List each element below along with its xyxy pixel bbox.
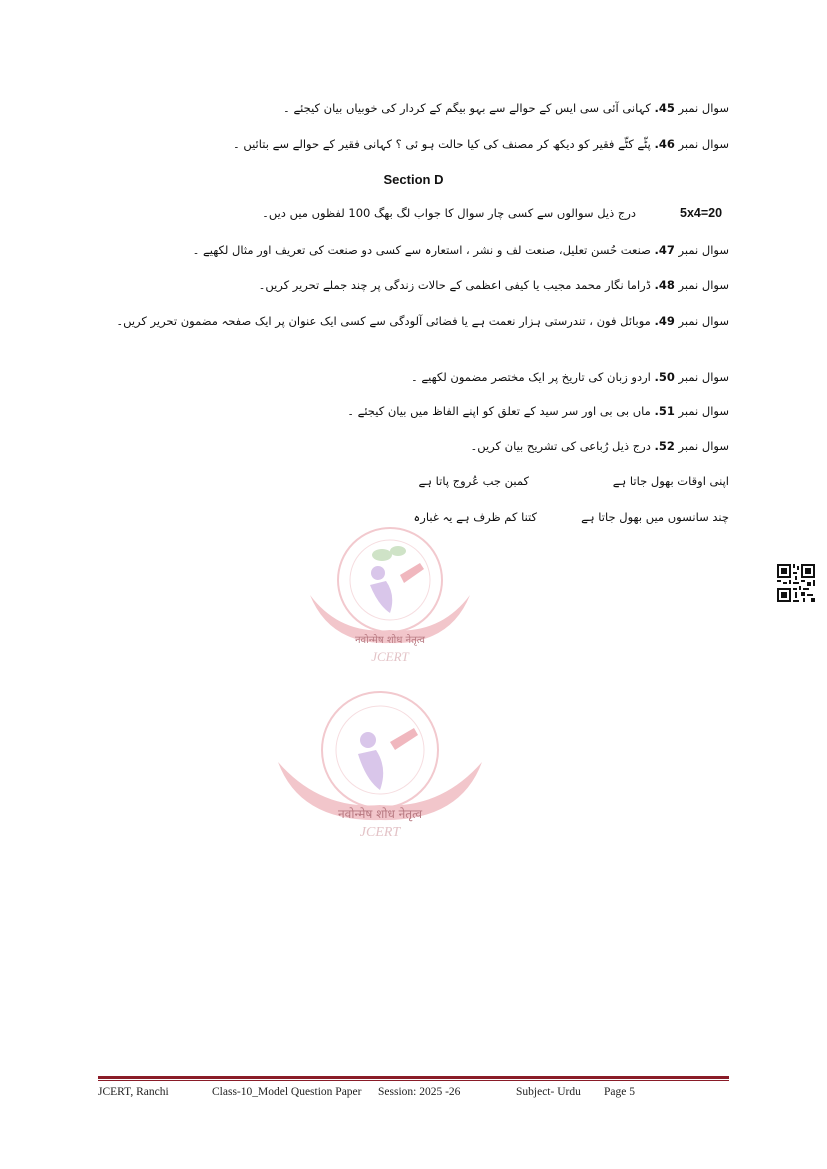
question-45 <box>112 98 729 118</box>
section-title: Section D <box>383 172 444 187</box>
question-number: 48. <box>654 278 675 292</box>
question-number: 45. <box>654 101 675 115</box>
question-number: 49. <box>654 314 675 328</box>
question-number: 50. <box>654 370 675 384</box>
ruba-i-line1-second-half: کمبن جب عُروج پاتا ہے <box>418 474 529 488</box>
question-text: درج ذیل رُباعی کی تشریح بیان کریں۔ <box>470 439 651 453</box>
question-prefix: سوال نمبر <box>678 101 729 115</box>
footer-rule-thick <box>98 1076 729 1079</box>
footer-page-number: Page 5 <box>604 1086 635 1098</box>
question-number: 52. <box>654 439 675 453</box>
question-number: 51. <box>654 404 675 418</box>
watermark-motto: नवोन्मेष शोध नेतृत्व <box>355 635 425 646</box>
question-number: 46. <box>654 137 675 151</box>
question-48 <box>112 275 729 295</box>
watermark-org: JCERT <box>359 825 401 840</box>
ruba-i-line1-first-half: اپنی اوقات بھول جاتا ہے <box>612 474 729 488</box>
footer-subject: Subject- Urdu <box>516 1086 581 1098</box>
section-marks: 5x4=20 <box>680 206 723 220</box>
question-prefix: سوال نمبر <box>678 278 729 292</box>
question-50 <box>112 367 729 387</box>
question-text: کہانی آئی سی ایس کے حوالے سے بہو بیگم کے کردار کی خوبیاں بیان کیجئے ۔ <box>283 101 651 115</box>
question-text: صنعت حُسن تعلیل، صنعت لف و نشر ، استعارہ سے کسی دو صنعت کی تعریف اور مثال لکھیے ۔ <box>192 243 651 257</box>
jcert-watermark-logo-small <box>300 525 480 665</box>
jcert-watermark-logo-large <box>270 690 490 840</box>
qr-code <box>777 564 815 602</box>
question-text: پٹّے کٹّے فقیر کو دیکھ کر مصنف کی کیا حالت ہو ئی ؟ کہانی فقیر کے حوالے سے بتائیں ۔ <box>232 137 651 151</box>
question-prefix: سوال نمبر <box>678 404 729 418</box>
question-prefix: سوال نمبر <box>678 137 729 151</box>
footer-org: JCERT, Ranchi <box>98 1086 169 1098</box>
question-prefix: سوال نمبر <box>678 314 729 328</box>
question-51 <box>112 401 729 421</box>
section-instruction: درج ذیل سوالوں سے کسی چار سوال کا جواب لگ بھگ 100 لفظوں میں دیں۔ <box>262 206 636 220</box>
question-49 <box>112 311 729 331</box>
footer-rule-thin <box>98 1080 729 1081</box>
question-47 <box>112 240 729 260</box>
question-prefix: سوال نمبر <box>678 439 729 453</box>
question-text: موبائل فون ، تندرستی ہزار نعمت ہے یا فضائی آلودگی سے کسی ایک عنوان پر ایک صفحہ مضمون تحریر کریں۔ <box>116 314 651 328</box>
question-text: اردو زبان کی تاریخ پر ایک مختصر مضمون لکھیے ۔ <box>411 370 651 384</box>
ruba-i-line2-first-half: چند سانسوں میں بھول جاتا ہے <box>581 510 729 524</box>
question-prefix: سوال نمبر <box>678 370 729 384</box>
question-46 <box>112 134 729 154</box>
question-text: ڈراما نگار محمد مجیب یا کیفی اعظمی کے حالات زندگی پر چند جملے تحریر کریں۔ <box>258 278 651 292</box>
ruba-i-line2-second-half: کتنا کم ظرف ہے یہ غبارہ <box>413 510 537 524</box>
watermark-motto: नवोन्मेष शोध नेतृत्व <box>338 807 422 821</box>
question-prefix: سوال نمبر <box>678 243 729 257</box>
question-text: ماں بی بی اور سر سید کے تعلق کو اپنے الفاظ میں بیان کیجئے ۔ <box>347 404 651 418</box>
watermark-org: JCERT <box>371 649 409 664</box>
footer-session: Session: 2025 -26 <box>378 1086 461 1098</box>
question-number: 47. <box>654 243 675 257</box>
question-52 <box>112 436 729 456</box>
footer-paper: Class-10_Model Question Paper <box>212 1086 362 1098</box>
